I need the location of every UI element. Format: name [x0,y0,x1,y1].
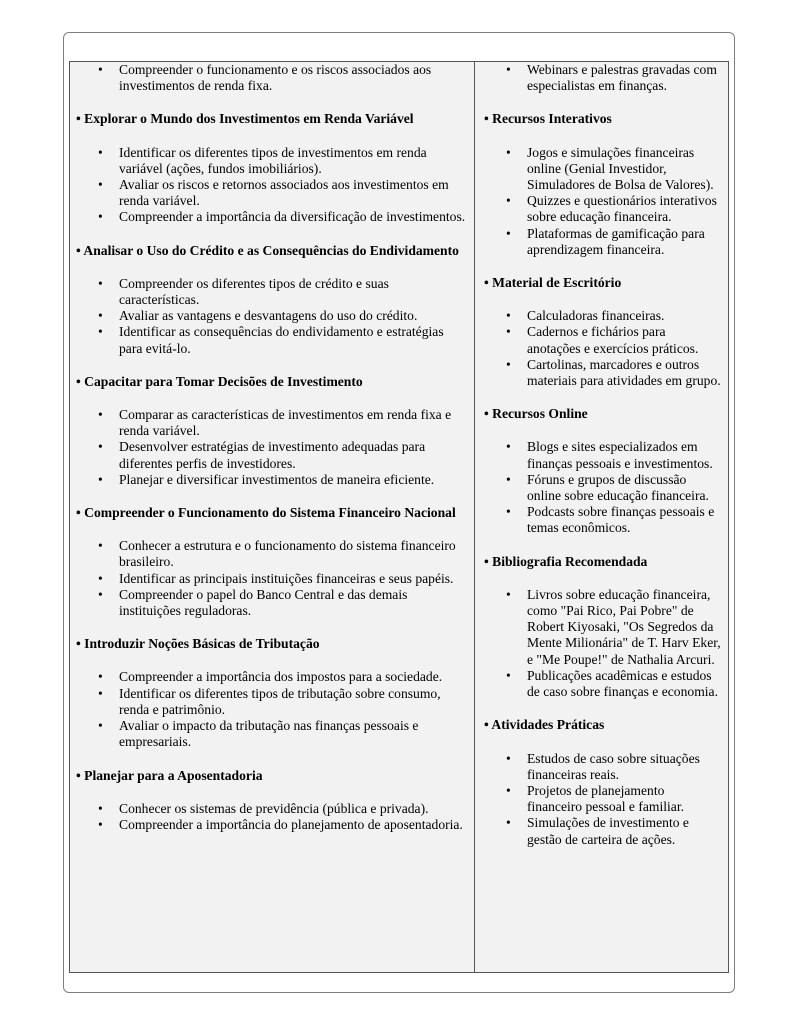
bullet-list [76,62,468,94]
bullet-list [484,439,722,536]
section-title-decisoes-investimento: • Capacitar para Tomar Decisões de Investimento [76,373,363,389]
section-title-sistema-financeiro: • Compreender o Funcionamento do Sistema Financeiro Nacional [76,505,456,521]
list-item: • Podcasts sobre finanças pessoais e temas econômicos. [484,504,722,536]
section-title-credito: • Analisar o Uso do Crédito e as Consequências do Endividamento [76,242,459,258]
list-item: • Planejar e diversificar investimentos de maneira eficiente. [76,472,468,488]
section-title-material-escritorio: • Material de Escritório [484,275,622,291]
list-item: • Identificar as principais instituições financeiras e seus papéis. [76,571,468,587]
list-item: • Simulações de investimento e gestão de carteira de ações. [484,815,722,847]
list-item: • Compreender os diferentes tipos de crédito e suas características. [76,276,468,308]
list-item: • Compreender o funcionamento e os riscos associados aos investimentos de renda fixa. [76,62,468,94]
list-item: • Avaliar os riscos e retornos associados aos investimentos em renda variável. [76,177,468,209]
bullet-list [76,538,468,619]
bullet-list [484,308,722,389]
list-item: • Fóruns e grupos de discussão online sobre educação financeira. [484,472,722,504]
list-item: • Conhecer a estrutura e o funcionamento do sistema financeiro brasileiro. [76,538,468,570]
list-item: • Compreender o papel do Banco Central e das demais instituições reguladoras. [76,587,468,619]
list-item: • Identificar os diferentes tipos de investimentos em renda variável (ações, fundos imobiliários). [76,145,468,177]
bullet-list [76,145,468,226]
section-title-recursos-online: • Recursos Online [484,406,588,422]
bullet-list [484,62,722,94]
content-table [69,61,729,973]
bullet-list [76,407,468,488]
right-column [484,62,722,848]
list-item: • Compreender a importância dos impostos para a sociedade. [76,669,468,685]
list-item: • Jogos e simulações financeiras online (Genial Investidor, Simuladores de Bolsa de Valores). [484,145,722,194]
left-column [76,62,468,833]
list-item: • Blogs e sites especializados em finanças pessoais e investimentos. [484,439,722,471]
section-title-renda-variavel: • Explorar o Mundo dos Investimentos em Renda Variável [76,111,414,127]
list-item: • Quizzes e questionários interativos sobre educação financeira. [484,193,722,225]
bullet-list [76,801,468,833]
list-item: • Plataformas de gamificação para aprendizagem financeira. [484,226,722,258]
bullet-list [76,669,468,750]
bullet-list [484,751,722,848]
list-item: • Cartolinas, marcadores e outros materiais para atividades em grupo. [484,357,722,389]
column-divider [474,62,475,972]
list-item: • Compreender a importância da diversificação de investimentos. [76,209,468,225]
list-item: • Publicações acadêmicas e estudos de caso sobre finanças e economia. [484,668,722,700]
list-item: • Conhecer os sistemas de previdência (pública e privada). [76,801,468,817]
list-item: • Desenvolver estratégias de investimento adequadas para diferentes perfis de investidores. [76,439,468,471]
list-item: • Calculadoras financeiras. [484,308,722,324]
section-title-aposentadoria: • Planejar para a Aposentadoria [76,767,263,783]
list-item: • Webinars e palestras gravadas com especialistas em finanças. [484,62,722,94]
list-item: • Avaliar as vantagens e desvantagens do uso do crédito. [76,308,468,324]
bullet-list [76,276,468,357]
section-title-atividades-praticas: • Atividades Práticas [484,717,605,733]
list-item: • Cadernos e fichários para anotações e exercícios práticos. [484,324,722,356]
bullet-list [484,145,722,258]
bullet-list [484,587,722,700]
section-title-bibliografia: • Bibliografia Recomendada [484,553,648,569]
list-item: • Projetos de planejamento financeiro pessoal e familiar. [484,783,722,815]
list-item: • Compreender a importância do planejamento de aposentadoria. [76,817,468,833]
list-item: • Identificar os diferentes tipos de tributação sobre consumo, renda e patrimônio. [76,686,468,718]
list-item: • Livros sobre educação financeira, como "Pai Rico, Pai Pobre" de Robert Kiyosaki, "Os Segredos da Mente Milionária" de T. Harv Eker, e "Me Poupe!" de Nathalia Arcuri. [484,587,722,668]
list-item: • Estudos de caso sobre situações financeiras reais. [484,751,722,783]
list-item: • Avaliar o impacto da tributação nas finanças pessoais e empresariais. [76,718,468,750]
section-title-tributacao: • Introduzir Noções Básicas de Tributação [76,636,320,652]
list-item: • Identificar as consequências do endividamento e estratégias para evitá-lo. [76,324,468,356]
list-item: • Comparar as características de investimentos em renda fixa e renda variável. [76,407,468,439]
section-title-recursos-interativos: • Recursos Interativos [484,111,612,127]
